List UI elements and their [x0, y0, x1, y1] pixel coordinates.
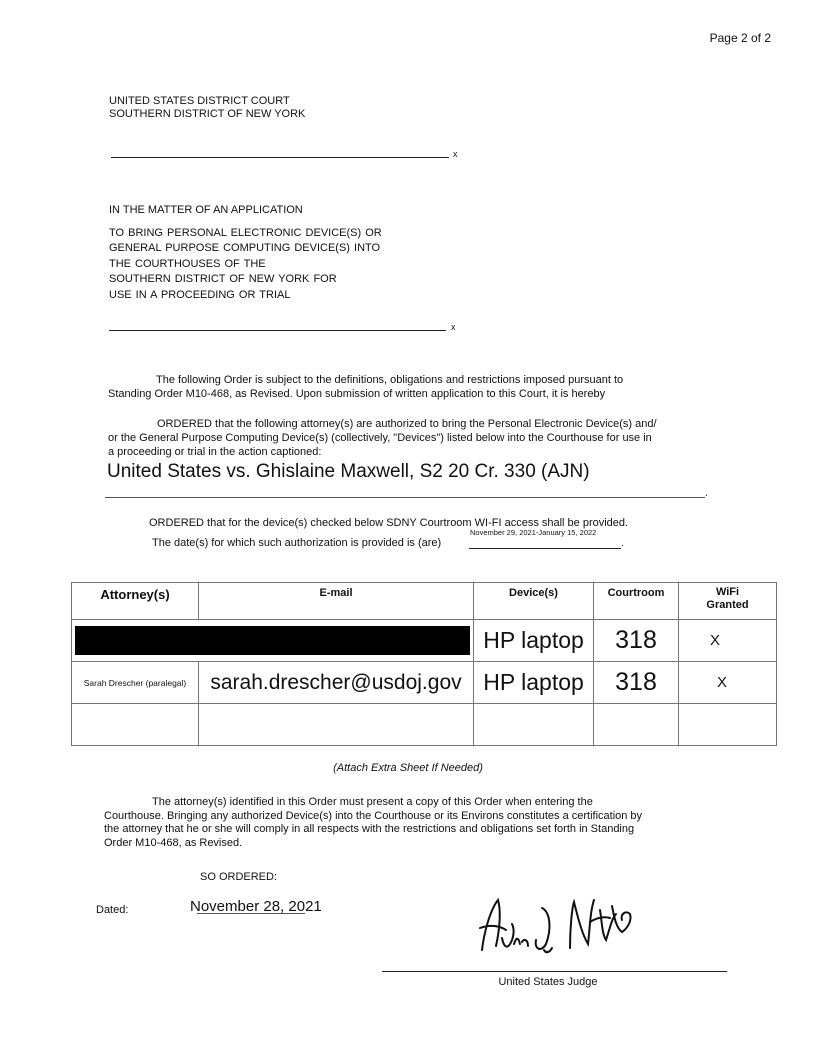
caption-rule-bottom [109, 330, 446, 331]
judge-signature-line [382, 971, 727, 972]
courtroom-cell [594, 704, 679, 746]
notice-line: Order M10-468, as Revised. [104, 836, 243, 849]
date-authorization-rule [469, 548, 621, 549]
ordered-line: ORDERED that the following attorney(s) are authorized to bring the Personal Electronic Device(s) and/ [157, 418, 657, 430]
intro-paragraph [108, 373, 728, 401]
caption-x-mark-bottom: x [451, 322, 456, 332]
attorney-cell [72, 704, 199, 746]
matter-line: THE COURTHOUSES OF THE [109, 257, 266, 270]
notice-line: the attorney that he or she will comply in all respects with the restrictions and obligations set forth in Standing [104, 823, 635, 835]
courtroom-column-header: Courtroom [594, 583, 679, 620]
matter-line: USE IN A PROCEEDING OR TRIAL [109, 288, 291, 301]
wifi-column-header: WiFi Granted [679, 583, 777, 620]
page-number: Page 2 of 2 [709, 31, 771, 45]
dated-label: Dated: [96, 904, 129, 916]
email-column-header: E-mail [199, 583, 474, 620]
attorney-column-header: Attorney(s) [72, 583, 199, 620]
judge-signature [470, 888, 645, 966]
matter-line: GENERAL PURPOSE COMPUTING DEVICE(S) INTO [109, 242, 381, 255]
case-caption-period: . [705, 488, 708, 499]
notice-paragraph [104, 796, 714, 850]
ordered-line: or the General Purpose Computing Device(s) (collectively, "Devices") listed below into the Courthouse for use in [108, 432, 652, 444]
dated-rule [197, 913, 305, 914]
table-row [72, 662, 777, 704]
notice-line: The attorney(s) identified in this Order must present a copy of this Order when entering the [152, 796, 593, 808]
notice-line: Courthouse. Bringing any authorized Device(s) into the Courthouse or its Environs constitutes a certification by [104, 809, 643, 822]
wifi-granted-cell [679, 704, 777, 746]
email-cell: sarah.drescher@usdoj.gov [199, 662, 474, 704]
matter-line: SOUTHERN DISTRICT OF NEW YORK FOR [109, 273, 337, 286]
caption-x-mark-top: x [453, 149, 458, 159]
date-authorization-period: . [621, 538, 624, 549]
attorney-device-table [71, 582, 777, 746]
email-cell [199, 704, 474, 746]
judge-title: United States Judge [498, 976, 598, 988]
wifi-order-line: ORDERED that for the device(s) checked below SDNY Courtroom WI-FI access shall be provided. [149, 517, 629, 529]
caption-rule-top [111, 157, 449, 158]
date-authorization-line: The date(s) for which such authorization is provided is (are) [152, 537, 442, 549]
wifi-granted-cell: X [679, 662, 777, 704]
dated-value: November 28, 2021 [190, 898, 322, 915]
device-cell: HP laptop [474, 620, 594, 662]
matter-description [109, 226, 382, 303]
table-row [72, 620, 777, 662]
ordered-authorization-paragraph [108, 417, 748, 459]
wifi-granted-cell: X [679, 620, 777, 662]
case-caption: United States vs. Ghislaine Maxwell, S2 20 Cr. 330 (AJN) [107, 461, 590, 482]
device-cell [474, 704, 594, 746]
attorney-cell: Sarah Drescher (paralegal) [72, 662, 199, 704]
redaction-bar [75, 626, 470, 655]
table-header-row [72, 583, 777, 620]
attach-extra-sheet-note: (Attach Extra Sheet If Needed) [333, 762, 483, 774]
so-ordered-label: SO ORDERED: [200, 871, 278, 883]
court-name: UNITED STATES DISTRICT COURT [109, 95, 290, 107]
case-caption-rule [105, 497, 705, 498]
intro-line: The following Order is subject to the definitions, obligations and restrictions imposed pursuant to [156, 374, 624, 386]
court-heading [109, 95, 305, 121]
court-district: SOUTHERN DISTRICT OF NEW YORK [109, 108, 306, 120]
table-row [72, 704, 777, 746]
device-cell: HP laptop [474, 662, 594, 704]
courtroom-cell: 318 [594, 662, 679, 704]
redacted-attorney-cell [72, 620, 474, 662]
matter-line: TO BRING PERSONAL ELECTRONIC DEVICE(S) OR [109, 227, 382, 239]
matter-title: IN THE MATTER OF AN APPLICATION [109, 204, 303, 216]
device-column-header: Device(s) [474, 583, 594, 620]
courtroom-cell: 318 [594, 620, 679, 662]
intro-line: Standing Order M10-468, as Revised. Upon submission of written application to this Court, it is hereby [108, 388, 606, 400]
authorized-date-range: November 29, 2021-January 15, 2022 [470, 528, 597, 537]
ordered-line: a proceeding or trial in the action captioned: [108, 446, 322, 458]
